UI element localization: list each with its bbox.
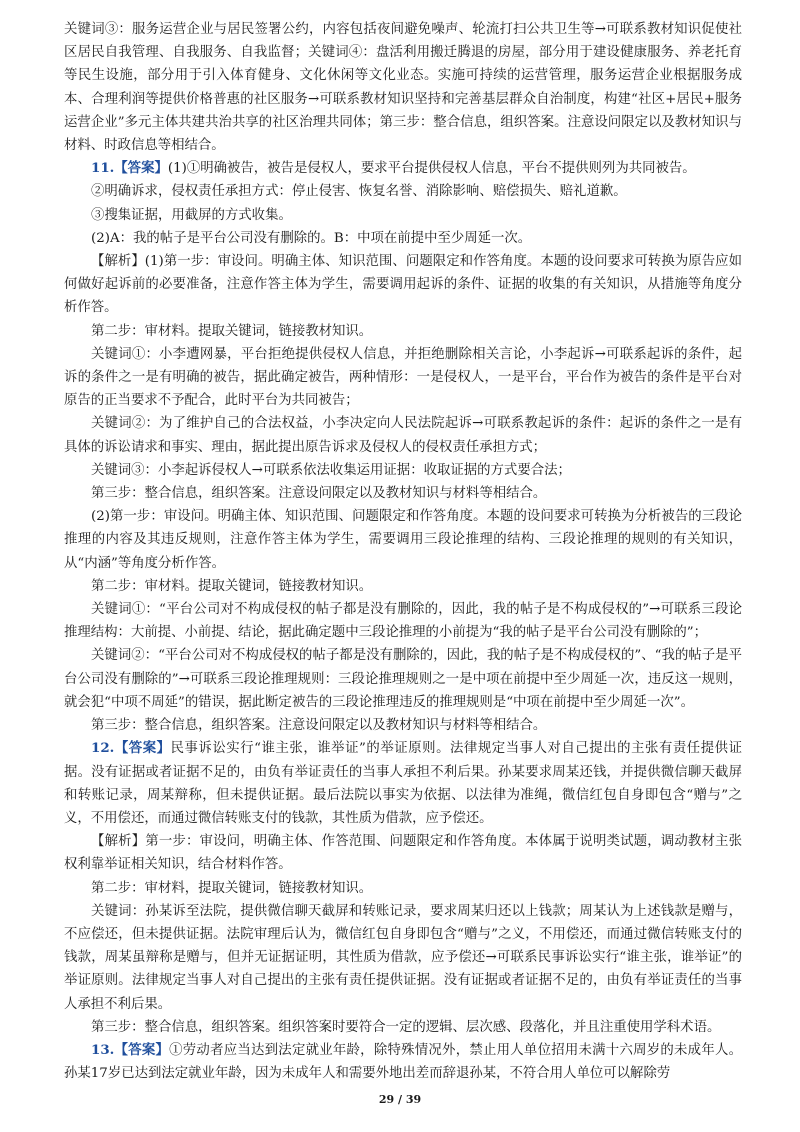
paragraph: 关键词③：服务运营企业与居民签署公约，内容包括夜间避免噪声、轮流打扫公共卫生等→可联系教材知识促使社区居民自我管理、自我服务、自我监督；关键词④：盘活利用搬迁腾退的房屋，部分用于建设健康服务、养老托育等民生设施，部分用于引入体育健身、文化休闲等文化业态。实施可持续的运营管理，服务运营企业根据服务成本、合理利润等提供价格普惠的社区服务→可联系教材知识坚持和完善基层群众自治制度，构建“社区+居民+服务运营企业”多元主体共建共治共享的社区治理共同体；第三步：整合信息，组织答案。注意设问限定以及教材知识与材料、时政信息等相结合。 (64, 22, 742, 154)
paragraph-text: ①劳动者应当达到法定就业年龄，除特殊情况外，禁止用人单位招用未满十六周岁的未成年人。孙某17岁已达到法定就业年龄，因为未成年人和需要外地出差而辞退孙某，不符合用人单位可以解除劳 (64, 1042, 743, 1082)
paragraph: 第三步：整合信息，组织答案。注意设问限定以及教材知识与材料等相结合。 (91, 486, 547, 502)
document-body (64, 18, 742, 1085)
paragraph: 关键词②：“平台公司对不构成侵权的帖子都是没有删除的，因此，我的帖子是不构成侵权的”、“我的帖子是平台公司没有删除的”→可联系三段论推理规则：三段论推理规则之一是中项在前提中至少周延一次，违反这一规则，就会犯“中项不周延”的错误，据此断定被告的三段论推理违反的推理规则是“中项在前提中至少周延一次”。 (64, 648, 742, 710)
paragraph: 第三步：整合信息，组织答案。组织答案时要符合一定的逻辑、层次感、段落化，并且注重使用学科术语。 (91, 1019, 721, 1035)
paragraph: 关键词①：“平台公司对不构成侵权的帖子都是没有删除的，因此，我的帖子是不构成侵权的”→可联系三段论推理结构：大前提、小前提、结论，据此确定题中三段论推理的小前提为“我的帖子是平台公司没有删除的”； (64, 602, 742, 641)
paragraph: 第二步：审材料，提取关键词，链接教材知识。 (91, 880, 373, 896)
paragraph: 关键词③：小李起诉侵权人→可联系依法收集运用证据：收取证据的方式要合法； (91, 462, 571, 478)
answer-label: 11.【答案】 (91, 160, 168, 177)
paragraph: ③搜集证据，用截屏的方式收集。 (91, 207, 292, 223)
paragraph: ②明确诉求，侵权责任承担方式：停止侵害、恢复名誉、消除影响、赔偿损失、赔礼道歉。 (91, 184, 627, 200)
paragraph: 第二步：审材料。提取关键词，链接教材知识。 (91, 578, 373, 594)
paragraph-text: 民事诉讼实行“谁主张，谁举证”的举证原则。法律规定当事人对自己提出的主张有责任提供证据。没有证据或者证据不足的，由负有举证责任的当事人承担不利后果。孙某要求周某还钱，并提供微信聊天截屏和转账记录，周某辩称，但未提供证据。最后法院以事实为依据、以法律为准绳，微信红包自身即包含“赠与”之义，不用偿还，而通过微信转账支付的钱款，其性质为借款，应予偿还。 (64, 741, 742, 826)
paragraph: 关键词：孙某诉至法院，提供微信聊天截屏和转账记录，要求周某归还以上钱款；周某认为上述钱款是赠与，不应偿还，但未提供证据。法院审理后认为，微信红包自身即包含“赠与”之义，不用偿还，而通过微信转账支付的钱款，周某虽辩称是赠与，但并无证据证明，其性质为借款，应予偿还→可联系民事诉讼实行“谁主张，谁举证”的举证原则。法律规定当事人对自己提出的主张有责任提供证据。没有证据或者证据不足的，由负有举证责任的当事人承担不利后果。 (64, 903, 742, 1012)
answer-13-paragraph (64, 1039, 742, 1085)
paragraph: 关键词①：小李遭网暴，平台拒绝提供侵权人信息，并拒绝删除相关言论，小李起诉→可联系起诉的条件，起诉的条件之一是有明确的被告，据此确定被告，两种情形：一是侵权人，一是平台，平台作为被告的条件是平台对原告的正当要求不予配合，此时平台为共同被告； (64, 346, 742, 409)
paragraph-text: (1)①明确被告，被告是侵权人，要求平台提供侵权人信息，平台不提供则列为共同被告。 (167, 161, 696, 177)
paragraph: 关键词②：为了维护自己的合法权益，小李决定向人民法院起诉→可联系教起诉的条件：起诉的条件之一是有具体的诉讼请求和事实、理由，据此提出原告诉求及侵权人的侵权责任承担方式； (64, 416, 742, 455)
page-number: 29 / 39 (378, 1093, 422, 1106)
paragraph: (2)A：我的帖子是平台公司没有删除的。B：中项在前提中至少周延一次。 (91, 230, 532, 246)
paragraph: 第三步：整合信息，组织答案。注意设问限定以及教材知识与材料等相结合。 (91, 718, 547, 734)
answer-11-paragraph (64, 157, 742, 180)
answer-12-paragraph (64, 737, 742, 830)
analysis-paragraph: 【解析】(1)第一步：审设问。明确主体、知识范围、问题限定和作答角度。本题的设问要求可转换为原告应如何做好起诉前的必要准备，注意作答主体为学生，需要调用起诉的条件、证据的收集的有关知识，从措施等角度分析作答。 (64, 254, 742, 316)
analysis-paragraph: 【解析】第一步：审设问，明确主体、作答范围、问题限定和作答角度。本体属于说明类试题，调动教材主张权利靠举证相关知识，结合材料作答。 (64, 834, 742, 873)
paragraph: (2)第一步：审设问。明确主体、知识范围、问题限定和作答角度。本题的设问要求可转换为分析被告的三段论推理的内容及其违反规则，注意作答主体为学生，需要调用三段论推理的结构、三段论推理的规则的有关知识，从“内涵”等角度分析作答。 (64, 509, 742, 571)
answer-label: 13.【答案】 (91, 1041, 170, 1058)
paragraph: 第二步：审材料。提取关键词，链接教材知识。 (91, 323, 373, 339)
answer-label: 12.【答案】 (91, 740, 171, 757)
